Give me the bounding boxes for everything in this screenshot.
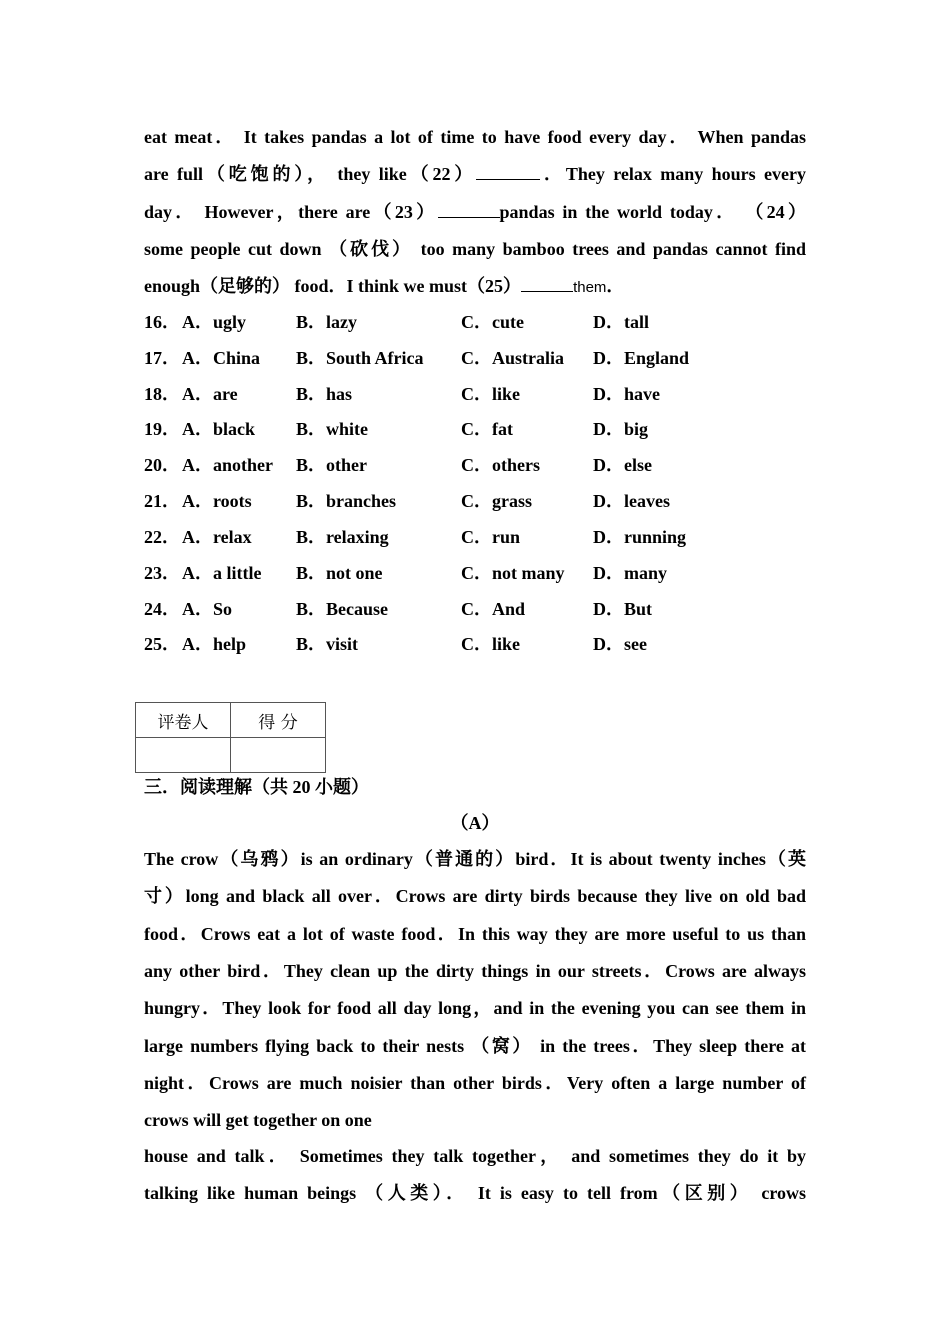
grader-cell: [136, 738, 231, 773]
question-number: 18．: [144, 384, 180, 404]
passage-line: some people cut down （砍伐） too many bamboo trees and pandas cannot find: [144, 239, 806, 259]
option-d: D．have: [593, 384, 660, 404]
question-number: 22．: [144, 527, 180, 547]
passage-line: [144, 273, 806, 299]
option-b: B．not one: [296, 563, 383, 583]
question-number: 23．: [144, 563, 180, 583]
passage-line: hungry．They look for food all day long，and in the evening you can see them in: [144, 998, 806, 1018]
option-c: C．Australia: [461, 348, 564, 368]
grader-header: 评卷人: [136, 703, 231, 738]
option-a: A．ugly: [182, 312, 247, 332]
option-d: D．see: [593, 634, 647, 654]
question-number: 25．: [144, 634, 180, 654]
option-c: C．cute: [461, 312, 524, 332]
option-d: D．running: [593, 527, 687, 547]
option-c: C．not many: [461, 563, 565, 583]
option-c: C．others: [461, 455, 540, 475]
option-d: D．many: [593, 563, 668, 583]
answer-blank-22: [476, 161, 540, 180]
option-c: C．And: [461, 599, 526, 619]
question-number: 16．: [144, 312, 180, 332]
option-d: D．But: [593, 599, 653, 619]
passage-line: crows will get together on one: [144, 1110, 372, 1130]
score-cell: [231, 738, 326, 773]
question-number: 17．: [144, 348, 180, 368]
option-b: B．South Africa: [296, 348, 424, 368]
passage-line: talking like human beings （人类）． It is easy to tell from（区别） crows: [144, 1183, 806, 1203]
option-c: C．like: [461, 384, 521, 404]
passage-text: enough（足够的） food．I think we must（25）: [144, 276, 522, 296]
passage-line: house and talk． Sometimes they talk together， and sometimes they do it by: [144, 1146, 806, 1166]
option-d: D．big: [593, 419, 649, 439]
passage-line: food．Crows eat a lot of waste food．In this way they are more useful to us than: [144, 924, 806, 944]
passage-text: pandas in the world today． （24）: [499, 202, 806, 222]
option-a: A．relax: [182, 527, 252, 547]
option-b: B．Because: [296, 599, 388, 619]
passage-line: any other bird．They clean up the dirty things in our streets．Crows are always: [144, 961, 806, 981]
passage-title: （A）: [450, 813, 500, 833]
passage-text: ．They relax many hours every: [540, 164, 806, 184]
option-b: B．white: [296, 419, 368, 439]
option-b: B．branches: [296, 491, 397, 511]
option-a: A．China: [182, 348, 261, 368]
option-c: C．run: [461, 527, 521, 547]
passage-text: day． However，there are（23）: [144, 202, 438, 222]
question-number: 24．: [144, 599, 180, 619]
option-b: B．lazy: [296, 312, 357, 332]
option-b: B．other: [296, 455, 367, 475]
passage-line: The crow（乌鸦）is an ordinary（普通的）bird．It is about twenty inches（英: [144, 849, 806, 869]
option-c: C．grass: [461, 491, 532, 511]
option-a: A．roots: [182, 491, 252, 511]
option-a: A．are: [182, 384, 238, 404]
section-heading: 三．阅读理解（共 20 小题）: [144, 777, 369, 797]
option-d: D．else: [593, 455, 652, 475]
passage-text: them: [573, 279, 607, 296]
question-number: 21．: [144, 491, 180, 511]
option-d: D．leaves: [593, 491, 670, 511]
answer-blank-25: [521, 273, 573, 292]
option-b: B．relaxing: [296, 527, 389, 547]
score-table: [135, 702, 326, 773]
option-c: C．like: [461, 634, 521, 654]
option-d: D．tall: [593, 312, 649, 332]
passage-text: are full（吃饱的）， they like（22）: [144, 164, 477, 184]
passage-line: eat meat． It takes pandas a lot of time to have food every day． When pandas: [144, 127, 806, 147]
question-number: 20．: [144, 455, 180, 475]
option-a: A．help: [182, 634, 247, 654]
passage-line: large numbers flying back to their nests （窝） in the trees．They sleep there at: [144, 1036, 806, 1056]
passage-line: [144, 199, 806, 225]
score-header: 得 分: [231, 703, 326, 738]
question-number: 19．: [144, 419, 180, 439]
option-b: B．has: [296, 384, 353, 404]
option-c: C．fat: [461, 419, 513, 439]
option-d: D．England: [593, 348, 690, 368]
option-a: A．So: [182, 599, 233, 619]
option-b: B．visit: [296, 634, 359, 654]
passage-line: 寸）long and black all over．Crows are dirty birds because they live on old bad: [144, 886, 806, 906]
passage-line: night．Crows are much noisier than other birds．Very often a large number of: [144, 1073, 806, 1093]
passage-line: [144, 161, 806, 187]
passage-text: ．: [606, 276, 625, 296]
answer-blank-23: [438, 199, 500, 218]
option-a: A．a little: [182, 563, 262, 583]
option-a: A．another: [182, 455, 273, 475]
option-a: A．black: [182, 419, 256, 439]
